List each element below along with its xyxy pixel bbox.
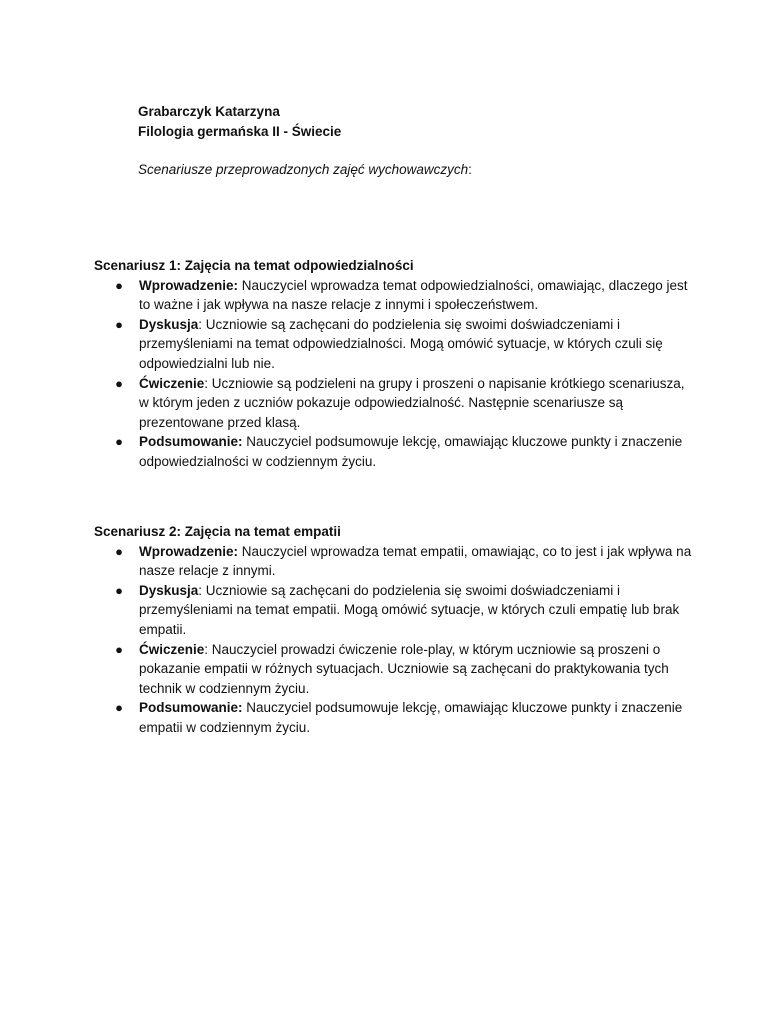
list-item [94,640,694,699]
list-item [94,374,694,433]
item-text: Nauczyciel wprowadza temat odpowiedzialności, omawiając, dlaczego jest to ważne i jak wpływa na nasze relacje z innymi i społeczeństwem. [139,277,688,313]
item-term: Podsumowanie: [139,434,243,450]
item-term: Dyskusja [139,582,199,598]
scenario-list [94,276,694,472]
document-subtitle [138,160,472,180]
item-term: Ćwiczenie [139,641,205,657]
item-text: Nauczyciel wprowadza temat empatii, omawiając, co to jest i jak wpływa na nasze relacje z innymi. [139,543,692,579]
subtitle-text: Scenariusze przeprowadzonych zajęć wychowawczych [138,162,469,177]
list-item [94,581,694,640]
bullet-icon: ● [115,375,123,391]
item-text: Nauczyciel podsumowuje lekcję, omawiając kluczowe punkty i znaczenie empatii w codziennym życiu. [139,700,683,735]
item-term: Ćwiczenie [139,375,205,391]
item-term: Wprowadzenie: [139,543,239,559]
scenario-title: Scenariusz 2: Zajęcia na temat empatii [94,524,341,539]
item-text: : Nauczyciel prowadzi ćwiczenie role-play, w którym uczniowie są proszeni o pokazanie empatii w różnych sytuacjach. Uczniowie są zachęcani do praktykowania tych technik w codziennym życiu. [139,641,669,696]
item-term: Dyskusja [139,316,199,332]
bullet-icon: ● [115,582,123,598]
bullet-icon: ● [115,316,123,332]
item-text: : Uczniowie są zachęcani do podzielenia się swoimi doświadczeniami i przemyśleniami na temat empatii. Mogą omówić sytuacje, w których czuli empatię lub brak empatii. [139,582,680,637]
document-header [138,102,472,180]
scenario-list [94,542,694,738]
list-item [94,276,694,315]
item-text: : Uczniowie są podzieleni na grupy i proszeni o napisanie krótkiego scenariusza, w którym jeden z uczniów pokazuje odpowiedzialność. Następnie scenariusze są prezentowane przed klasą. [139,375,685,430]
bullet-icon: ● [115,277,123,293]
item-term: Wprowadzenie: [139,277,239,293]
list-item [94,542,694,581]
scenario-section-1 [94,256,694,472]
author-name: Grabarczyk Katarzyna [138,104,280,119]
item-text: : Uczniowie są zachęcani do podzielenia się swoimi doświadczeniami i przemyśleniami na temat odpowiedzialności. Mogą omówić sytuacje, w których czuli się odpowiedzialni lub nie. [139,316,663,371]
list-item [94,698,694,737]
bullet-icon: ● [115,641,123,657]
item-term: Podsumowanie: [139,700,243,716]
item-text: Nauczyciel podsumowuje lekcję, omawiając kluczowe punkty i znaczenie odpowiedzialności w codziennym życiu. [139,434,683,469]
bullet-icon: ● [115,700,123,716]
list-item [94,315,694,374]
course-name: Filologia germańska II - Świecie [138,123,342,139]
subtitle-colon: : [468,162,472,177]
list-item [94,432,694,471]
scenario-title: Scenariusz 1: Zajęcia na temat odpowiedzialności [94,258,414,273]
bullet-icon: ● [115,543,123,559]
bullet-icon: ● [115,434,123,450]
scenario-section-2 [94,522,694,738]
